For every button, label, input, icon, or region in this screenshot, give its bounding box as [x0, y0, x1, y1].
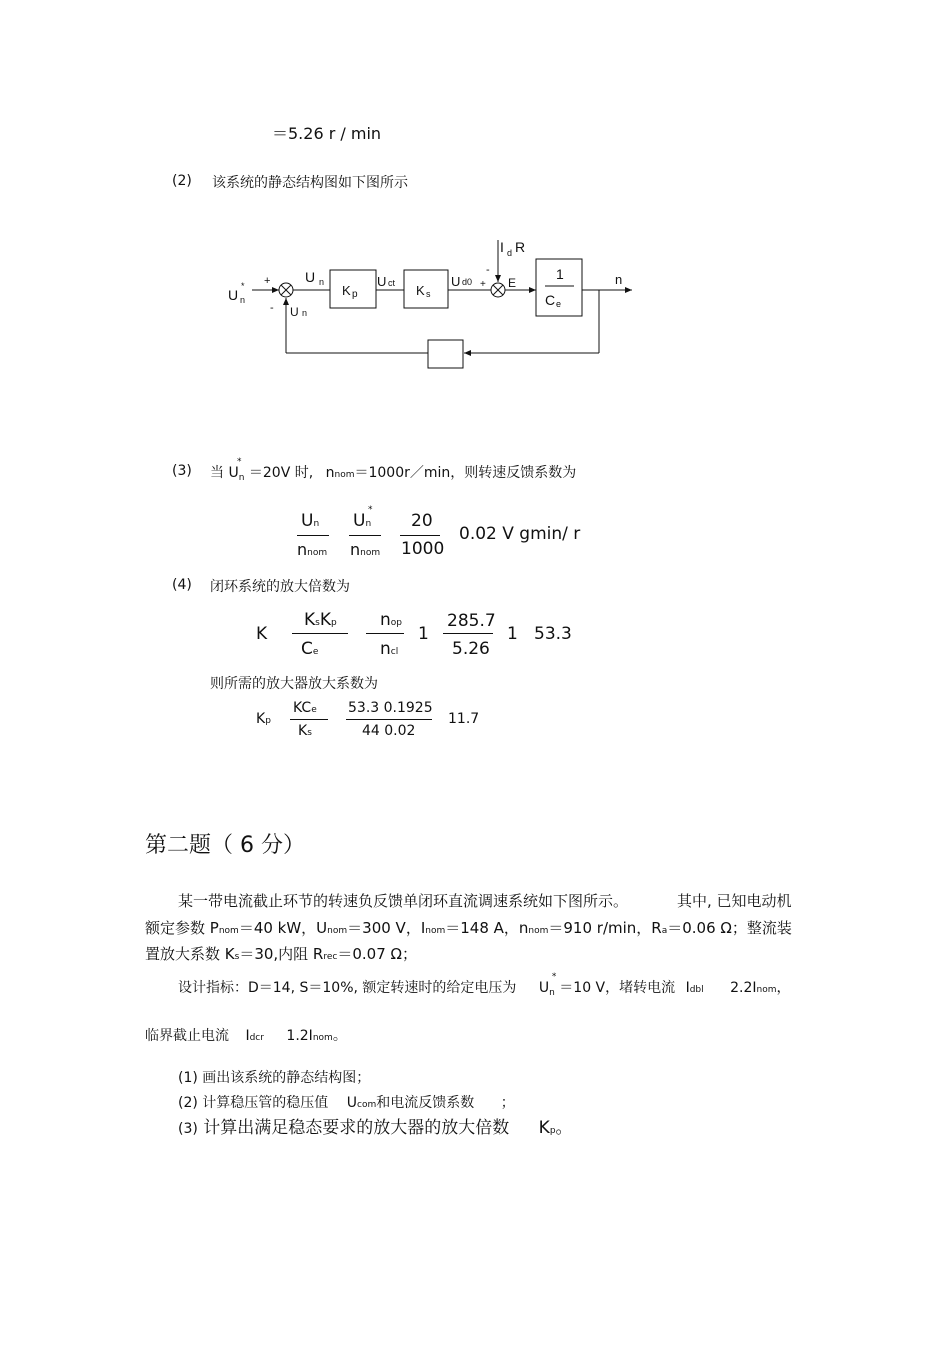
question-2: (2) 计算稳压管的稳压值 Ucom和电流反馈系数 ；	[178, 1095, 515, 1111]
problem-text-line-2: 额定参数 Pnom＝40 kW，Unom＝300 V，Inom＝148 A，nnom＝910 r/min，Ra＝0.06 Ω；整流装	[145, 919, 792, 937]
item-3-number: (3)	[172, 463, 192, 479]
un-feedback-label: U	[290, 305, 299, 319]
item-2-number: (2)	[172, 173, 192, 189]
item-4-number: (4)	[172, 577, 192, 593]
svg-text:d: d	[507, 248, 513, 258]
feedback-block	[428, 340, 463, 368]
svg-text:s: s	[426, 289, 431, 299]
svg-text:d0: d0	[462, 277, 473, 287]
idr-label: I	[500, 239, 504, 255]
problem-text-line-3: 置放大系数 Ks＝30,内阻 Rrec＝0.07 Ω；	[145, 945, 417, 963]
svg-text:ct: ct	[388, 278, 396, 288]
svg-text:e: e	[556, 299, 562, 309]
previous-result: ＝5.26 r / min	[272, 124, 382, 143]
ce-numerator: 1	[556, 266, 564, 282]
un-label: U	[305, 269, 316, 285]
minus-sign-1: -	[270, 302, 274, 314]
design-spec-line: 设计指标：D＝14, S＝10%, 额定转速时的给定电压为 $U_n$ * ＝10 V，堵转电流 Idbl 2.2Inom，	[178, 972, 791, 998]
section-2-heading: 第二题（ 6 分）	[145, 833, 305, 858]
minus-sign-2: -	[486, 264, 490, 276]
input-label: U	[228, 287, 239, 303]
output-label: n	[615, 272, 623, 287]
kp-label: K	[342, 283, 351, 298]
item-3-text: 当 $U_n$ * ＝20V 时, nnom＝1000r／min，则转速反馈系数为	[210, 457, 577, 483]
uct-label: U	[377, 274, 387, 289]
ce-denominator: C	[545, 292, 556, 308]
e-label: E	[508, 276, 517, 290]
ud0-label: U	[451, 274, 461, 289]
summing-junction-2	[491, 283, 505, 297]
svg-text:n: n	[240, 295, 246, 305]
plus-sign-1: +	[264, 275, 271, 287]
amplifier-gain-text: 则所需的放大器放大系数为	[210, 676, 378, 692]
svg-text:*: *	[241, 281, 245, 291]
block-diagram	[0, 0, 950, 420]
plus-sign-2: +	[480, 279, 486, 290]
svg-text:p: p	[352, 289, 358, 300]
ks-label: K	[416, 283, 425, 298]
problem-text-line-1a: 某一带电流截止环节的转速负反馈单闭环直流调速系统如下图所示。	[178, 892, 629, 910]
critical-current-line: 临界截止电流 Idcr 1.2Inom。	[145, 1028, 347, 1044]
svg-text:n: n	[319, 277, 325, 287]
item-2-text: 该系统的静态结构图如下图所示	[212, 175, 408, 191]
question-1: (1) 画出该系统的静态结构图；	[178, 1070, 371, 1086]
svg-text:R: R	[515, 239, 526, 255]
problem-text-line-1b: 其中, 已知电动机	[677, 892, 792, 910]
summing-junction-1	[279, 283, 293, 297]
svg-text:n: n	[302, 308, 308, 318]
question-3: (3) 计算出满足稳态要求的放大器的放大倍数 Kp。	[178, 1118, 573, 1138]
item-4-text: 闭环系统的放大倍数为	[210, 579, 350, 595]
